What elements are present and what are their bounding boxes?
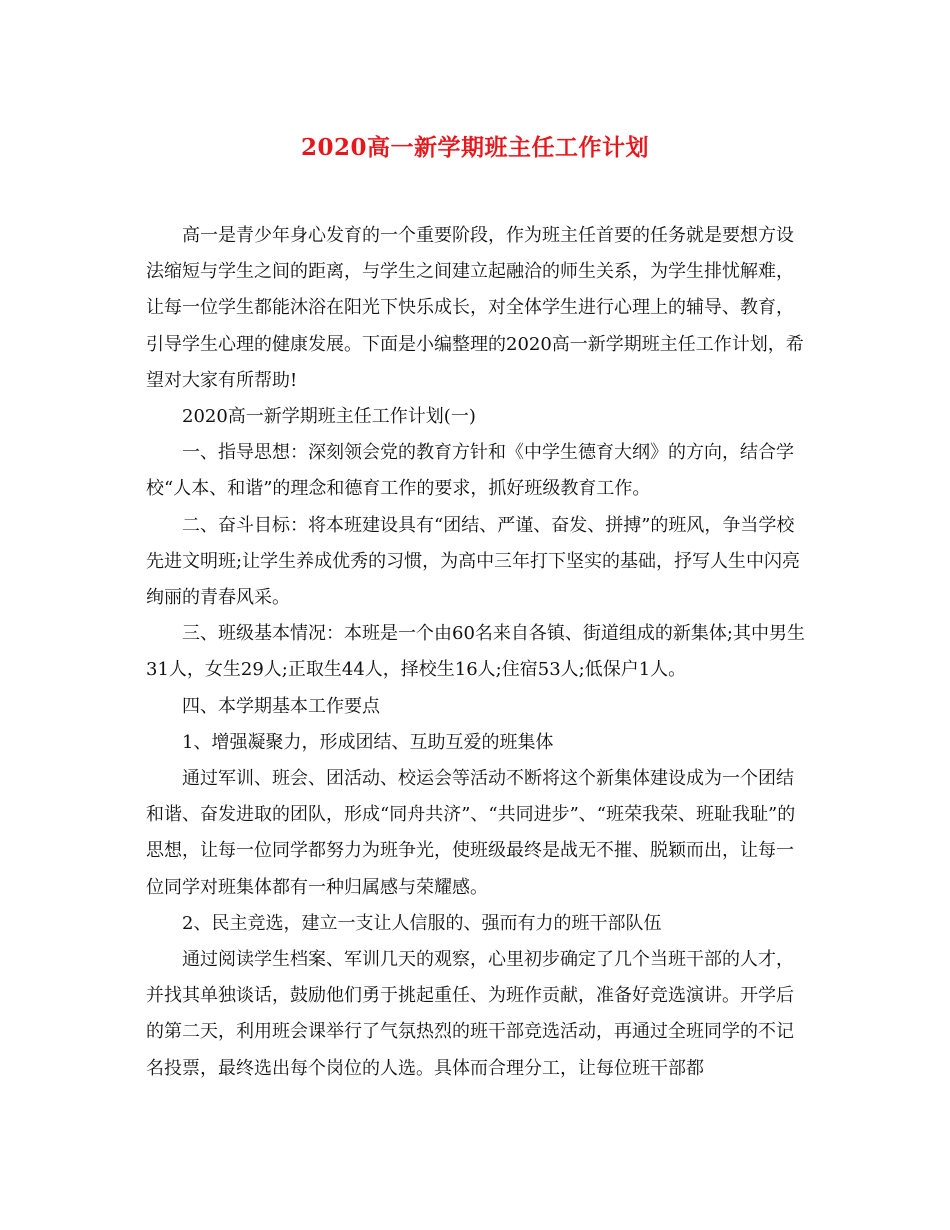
document-body <box>146 218 806 1087</box>
guiding-ideology-paragraph: 一、指导思想：深刻领会党的教育方针和《中学生德育大纲》的方向，结合学校“人本、和谐”的理念和德育工作的要求，抓好班级教育工作。 <box>146 442 794 500</box>
intro-paragraph: 高一是青少年身心发育的一个重要阶段，作为班主任首要的任务就是要想方设法缩短与学生之间的距离，与学生之间建立起融洽的师生关系，为学生排忧解难，让每一位学生都能沐浴在阳光下快乐成长，对全体学生进行心理上的辅导、教育，引导学生心理的健康发展。下面是小编整理的2020高一新学期班主任工作计划，希望对大家有所帮助! <box>146 225 804 391</box>
point-1-heading: 1、增强凝聚力，形成团结、互助互爱的班集体 <box>182 731 554 753</box>
class-situation-paragraph: 三、班级基本情况：本班是一个由60名来自各镇、街道组成的新集体;其中男生31人，女生29人;正取生44人，择校生16人;住宿53人;低保户1人。 <box>146 623 805 681</box>
point-1-paragraph: 通过军训、班会、团活动、校运会等活动不断将这个新集体建设成为一个团结和谐、奋发进取的团队，形成“同舟共济”、“共同进步”、“班荣我荣、班耻我耻”的思想，让每一位同学都努力为班争光，使班级最终是战无不摧、脱颖而出，让每一位同学对班集体都有一种归属感与荣耀感。 <box>146 768 796 898</box>
goals-paragraph: 二、奋斗目标：将本班建设具有“团结、严谨、奋发、拼搏”的班风，争当学校先进文明班;让学生养成优秀的习惯，为高中三年打下坚实的基础，抒写人生中闪亮绚丽的青春风采。 <box>146 514 801 609</box>
document-title: 2020高一新学期班主任工作计划 <box>300 134 649 161</box>
point-2-heading: 2、民主竞选，建立一支让人信服的、强而有力的班干部队伍 <box>182 912 662 934</box>
point-2-paragraph: 通过阅读学生档案、军训几天的观察，心里初步确定了几个当班干部的人才，并找其单独谈话，鼓励他们勇于挑起重任、为班作贡献，准备好竞选演讲。开学后的第二天，利用班会课举行了气氛热烈的班干部竞选活动，再通过全班同学的不记名投票，最终选出每个岗位的人选。具体而合理分工，让每位班干部都 <box>146 949 794 1079</box>
section-heading: 2020高一新学期班主任工作计划(一) <box>182 406 476 428</box>
work-points-heading: 四、本学期基本工作要点 <box>182 695 380 717</box>
